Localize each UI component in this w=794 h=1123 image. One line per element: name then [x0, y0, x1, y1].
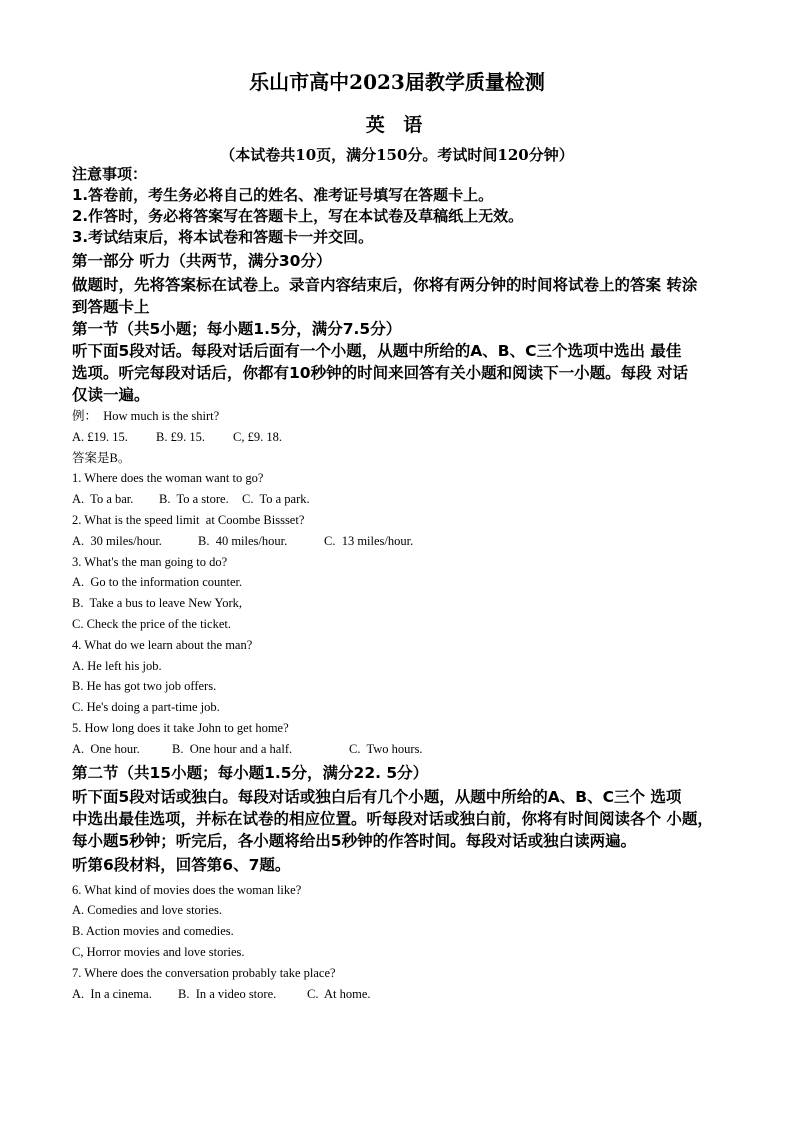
section2-instruction-line1: 听下面5段对话或独白。每段对话或独白后有几个小题，从题中所给的A、B、C三个 选项 — [72, 787, 682, 806]
q2-option-c: C. 13 miles/hour. — [324, 533, 414, 548]
question-4: 4. What do we learn about the man? — [72, 637, 253, 652]
question-3: 3. What's the man going to do? — [72, 554, 228, 569]
q2-option-a: A. 30 miles/hour. — [72, 533, 162, 548]
q6-option-b: B. Action movies and comedies. — [72, 924, 234, 939]
q4-option-b: B. He has got two job offers. — [72, 679, 217, 694]
q1-option-b: B. To a store. — [159, 492, 229, 507]
q6-option-a: A. Comedies and love stories. — [72, 903, 222, 918]
question-5-options — [72, 739, 724, 760]
section2-instruction-line2: 中选出最佳选项，并标在试卷的相应位置。听每段对话或独白前，你将有时间阅读各个 小题， — [72, 809, 713, 828]
material-6-heading: 听第6段材料，回答第6、7题。 — [72, 855, 291, 874]
example-question: 例： How much is the shirt? — [72, 409, 220, 423]
question-1-options — [72, 489, 724, 510]
q6-option-c: C, Horror movies and love stories. — [72, 944, 245, 959]
q7-option-b: B. In a video store. — [178, 986, 277, 1001]
part1-instruction-line2: 到答题卡上 — [72, 298, 150, 316]
example-answer: 答案是B。 — [72, 450, 131, 465]
q3-option-c: C. Check the price of the ticket. — [72, 616, 231, 631]
q1-option-a: A. To a bar. — [72, 492, 134, 507]
exam-info-note: （本试卷共10页，满分150分。考试时间120分钟） — [220, 146, 574, 164]
q3-option-b: B. Take a bus to leave New York, — [72, 596, 243, 611]
example-option-c: C, £9. 18. — [233, 429, 282, 444]
question-2: 2. What is the speed limit at Coombe Bissset? — [72, 512, 305, 527]
q4-option-c: C. He's doing a part-time job. — [72, 700, 220, 715]
part1-instruction-line1: 做题时，先将答案标在试卷上。录音内容结束后，你将有两分钟的时间将试卷上的答案 转涂 — [72, 276, 698, 294]
question-2-options — [72, 531, 724, 552]
example-option-a: A. £19. 15. — [72, 429, 128, 444]
part1-heading: 第一部分 听力（共两节，满分30分） — [72, 252, 332, 270]
question-6: 6. What kind of movies does the woman like? — [72, 882, 302, 897]
example-option-b: B. £9. 15. — [156, 429, 205, 444]
q7-option-a: A. In a cinema. — [72, 986, 152, 1001]
q5-option-b: B. One hour and a half. — [172, 741, 293, 756]
question-5: 5. How long does it take John to get home? — [72, 720, 289, 735]
section1-heading: 第一节（共5小题；每小题1.5分，满分7.5分） — [72, 320, 402, 338]
q2-option-b: B. 40 miles/hour. — [198, 533, 288, 548]
notice-item-1: 1.答卷前，考生务必将自己的姓名、准考证号填写在答题卡上。 — [72, 186, 494, 204]
exam-content — [72, 164, 724, 1004]
q5-option-c: C. Two hours. — [349, 741, 423, 756]
section2-instruction-line3: 每小题5秒钟；听完后，各小题将给出5秒钟的作答时间。每段对话或独白读两遍。 — [72, 831, 637, 850]
question-7: 7. Where does the conversation probably take place? — [72, 965, 336, 980]
section2-heading: 第二节（共15小题；每小题1.5分，满分22. 5分） — [72, 763, 429, 782]
q7-option-c: C. At home. — [307, 986, 371, 1001]
question-1: 1. Where does the woman want to go? — [72, 471, 264, 486]
q3-option-a: A. Go to the information counter. — [72, 575, 243, 590]
q1-option-c: C. To a park. — [242, 492, 310, 507]
notice-item-2: 2.作答时，务必将答案写在答题卡上，写在本试卷及草稿纸上无效。 — [72, 207, 524, 225]
notice-item-3: 3.考试结束后，将本试卷和答题卡一并交回。 — [72, 228, 374, 246]
section1-instruction-line2: 选项。听完每段对话后，你都有10秒钟的时间来回答有关小题和阅读下一小题。每段 对话 — [72, 364, 688, 382]
section1-instruction-line1: 听下面5段对话。每段对话后面有一个小题，从题中所给的A、B、C三个选项中选出 最佳 — [72, 342, 682, 360]
q4-option-a: A. He left his job. — [72, 658, 162, 673]
question-7-options — [72, 984, 724, 1005]
section1-instruction-line3: 仅读一遍。 — [72, 386, 150, 404]
q5-option-a: A. One hour. — [72, 741, 140, 756]
example-options — [72, 427, 724, 448]
subject-title: 英 语 — [365, 114, 429, 136]
exam-title: 乐山市高中2023届教学质量检测 — [249, 70, 545, 94]
notice-heading: 注意事项： — [72, 165, 148, 183]
